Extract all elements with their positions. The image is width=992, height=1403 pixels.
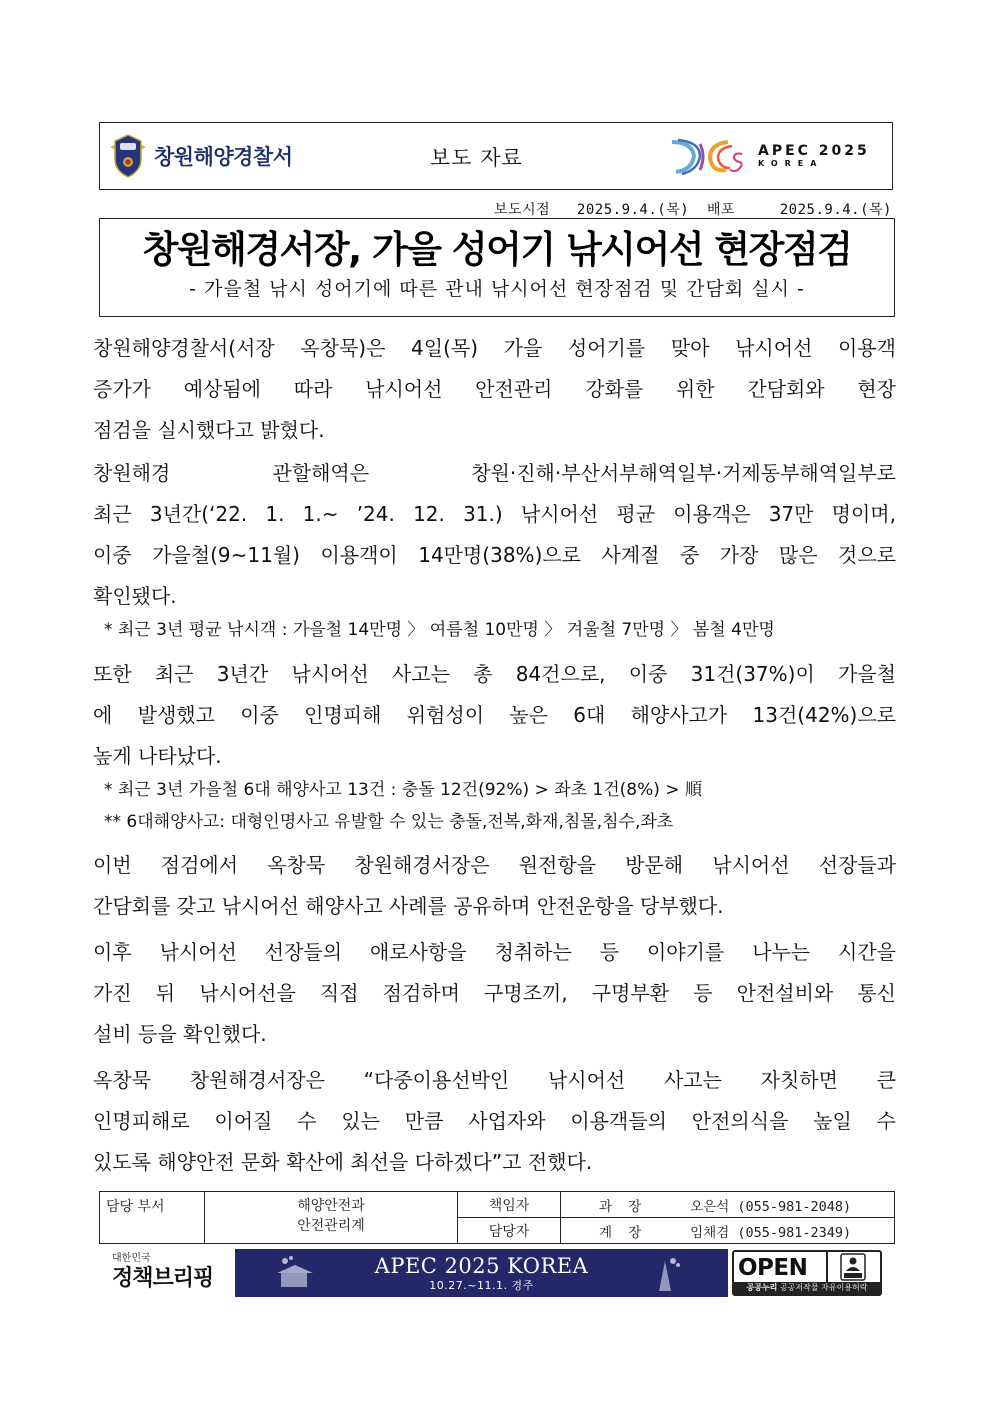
release-label: 보도시점 (494, 202, 551, 218)
release-info (494, 199, 892, 219)
attribution-person-icon (828, 1252, 878, 1282)
dept-division: 해양안전과 (297, 1198, 365, 1214)
paragraph-3 (93, 654, 896, 777)
contact-name: 오은석 (690, 1198, 730, 1215)
hanok-decoration-icon (275, 1255, 315, 1293)
title-box (99, 218, 895, 317)
open-license-brand: 공공누리 (746, 1283, 778, 1292)
dept-team: 안전관리계 (297, 1218, 365, 1234)
footnote-accident-definition: ** 6대해양사고: 대형인명사고 유발할 수 있는 충돌,전복,화재,침몰,침수,좌초 (104, 812, 674, 832)
policy-briefing-country: 대한민국 (112, 1253, 151, 1264)
page-title: 창원해경서장, 가을 성어기 낚시어선 현장점검 (142, 228, 852, 271)
open-license-badge (732, 1250, 882, 1296)
contact-person (561, 1218, 895, 1244)
paragraph-line: 가진 뒤 낚시어선을 직접 점검하며 구명조끼, 구명부환 등 안전설비와 통신 (93, 981, 896, 1005)
paragraph-line: 또한 최근 3년간 낚시어선 사고는 총 84건으로, 이중 31건(37%)이 가을철 (93, 662, 896, 686)
paragraph-line: 높게 나타났다. (93, 744, 222, 768)
org-logo (108, 133, 293, 179)
paragraph-5 (93, 932, 896, 1055)
paragraph-line: 최근 3년간(‘22. 1. 1.~ ’24. 12. 31.) 낚시어선 평균 이용객은 37만 명이며, (93, 502, 896, 526)
contact-phone: (055-981-2349) (737, 1224, 852, 1241)
paragraph-line: 증가가 예상됨에 따라 낚시어선 안전관리 강화를 위한 간담회와 현장 (93, 377, 896, 401)
contact-person (561, 1192, 895, 1218)
banner-dates: 10.27.~11.1. 경주 (429, 1279, 534, 1292)
apec-logo (670, 136, 870, 176)
contact-name: 임채겸 (690, 1224, 730, 1241)
org-name: 창원해양경찰서 (154, 145, 293, 169)
paragraph-line: 간담회를 갖고 낚시어선 해양사고 사례를 공유하며 안전운항을 당부했다. (93, 894, 724, 918)
paragraph-line: 있도록 해양안전 문화 확산에 최선을 다하겠다”고 전했다. (93, 1150, 593, 1174)
contact-role: 책임자 (458, 1192, 561, 1218)
open-license-text: 공공저작물 자유이용허락 (779, 1283, 868, 1292)
apec-logo-title: APEC 2025 (758, 143, 870, 159)
contact-position: 계 장 (599, 1224, 642, 1241)
contact-role: 담당자 (458, 1218, 561, 1244)
paragraph-line: 인명피해로 이어질 수 있는 만큼 사업자와 이용객들의 안전의식을 높일 수 (93, 1109, 896, 1133)
policy-briefing-title: 정책브리핑 (112, 1266, 214, 1291)
contact-table (99, 1191, 895, 1244)
paragraph-line: 창원해경 관할해역은 창원·진해·부산서부해역일부·거제동부해역일부로 (93, 461, 896, 485)
distribute-date: 2025.9.4.(목) (779, 202, 892, 218)
paragraph-6 (93, 1060, 896, 1183)
apec-emblem-icon (670, 136, 748, 176)
distribute-label: 배포 (707, 202, 736, 218)
footnote-accident-stats: * 최근 3년 가을철 6대 해양사고 13건 : 충돌 12건(92%) > 좌초 1건(8%) > 順 (104, 780, 702, 800)
paragraph-line: 점검을 실시했다고 밝혔다. (93, 418, 325, 442)
paragraph-line: 에 발생했고 이중 인명피해 위험성이 높은 6대 해양사고가 13건(42%)으로 (93, 703, 896, 727)
dept-name (205, 1192, 458, 1244)
page-subtitle: - 가을철 낚시 성어기에 따른 관내 낚시어선 현장점검 및 간담회 실시 - (189, 278, 805, 300)
paragraph-2 (93, 453, 896, 617)
pagoda-decoration-icon (645, 1255, 685, 1293)
paragraph-line: 이후 낚시어선 선장들의 애로사항을 청취하는 등 이야기를 나누는 시간을 (93, 940, 896, 964)
doc-type-label: 보도 자료 (430, 146, 523, 170)
apec-logo-subtitle: KOREA (758, 159, 824, 168)
footnote-seasonal-visitors: * 최근 3년 평균 낚시객 : 가을철 14만명 〉 여름철 10만명 〉 겨울철 7만명 〉 봄철 4만명 (104, 620, 775, 640)
policy-briefing-logo (112, 1253, 230, 1297)
paragraph-1 (93, 328, 896, 451)
contact-position: 과 장 (599, 1198, 642, 1215)
banner-title: APEC 2025 KOREA (374, 1254, 589, 1278)
paragraph-4 (93, 845, 896, 927)
header-box (99, 122, 893, 190)
apec-banner (235, 1249, 728, 1297)
open-license-word: OPEN (738, 1255, 808, 1281)
attribution-mark (826, 1252, 880, 1283)
paragraph-line: 옥창묵 창원해경서장은 “다중이용선박인 낚시어선 사고는 자칫하면 큰 (93, 1068, 896, 1092)
table-row (100, 1192, 895, 1218)
dept-label: 담당 부서 (100, 1192, 205, 1244)
paragraph-line: 창원해양경찰서(서장 옥창묵)은 4일(목) 가을 성어기를 맞아 낚시어선 이용객 (93, 336, 896, 360)
open-license-footer (734, 1282, 880, 1294)
paragraph-line: 설비 등을 확인했다. (93, 1022, 267, 1046)
paragraph-line: 확인됐다. (93, 584, 177, 608)
coast-guard-emblem-icon (108, 133, 148, 179)
paragraph-line: 이중 가을철(9~11월) 이용객이 14만명(38%)으로 사계절 중 가장 많은 것으로 (93, 543, 896, 567)
contact-phone: (055-981-2048) (737, 1198, 852, 1215)
release-date: 2025.9.4.(목) (576, 202, 690, 218)
paragraph-line: 이번 점검에서 옥창묵 창원해경서장은 원전항을 방문해 낚시어선 선장들과 (93, 853, 896, 877)
